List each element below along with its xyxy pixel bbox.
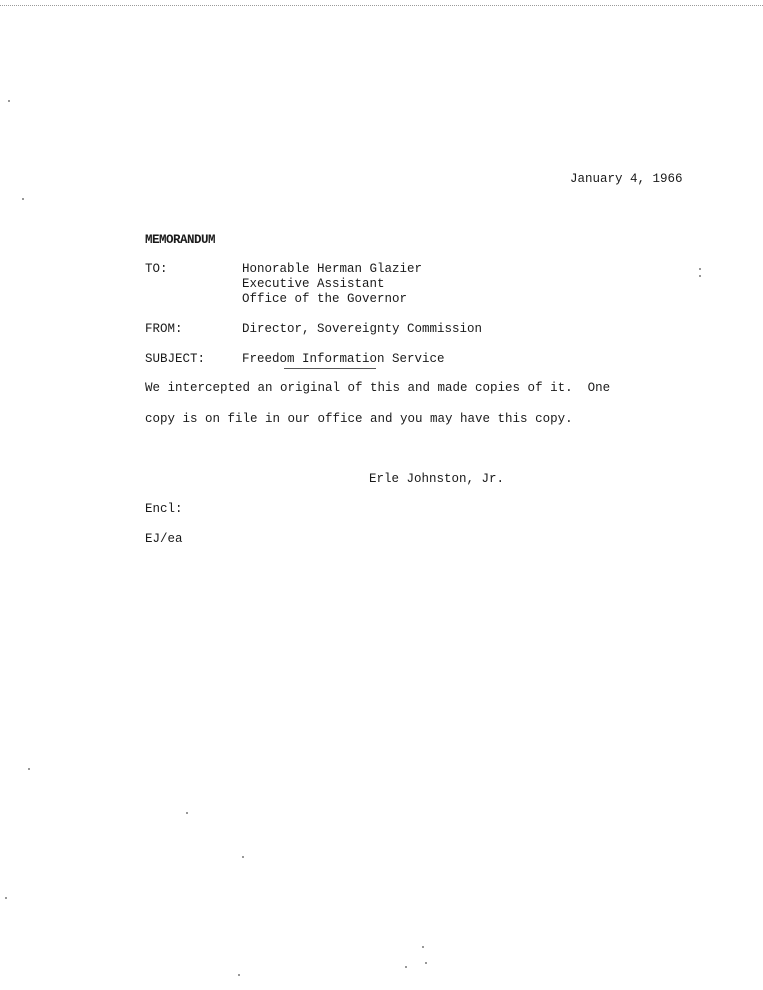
page-top-edge: [0, 0, 763, 6]
typist-initials: EJ/ea: [145, 532, 183, 546]
scan-speck: [242, 856, 244, 858]
scan-speck: [405, 966, 407, 968]
scan-speck: [699, 268, 701, 270]
scan-speck: [186, 812, 188, 814]
from-label: FROM:: [145, 322, 183, 336]
scan-speck: [28, 768, 30, 770]
enclosure-note: Encl:: [145, 502, 183, 516]
to-recipient-name: Honorable Herman Glazier: [242, 262, 423, 276]
subject-label: SUBJECT:: [145, 352, 206, 366]
memo-date: January 4, 1966: [570, 172, 683, 186]
scan-speck: [425, 962, 427, 964]
signature: Erle Johnston, Jr.: [369, 472, 505, 486]
from-value: Director, Sovereignty Commission: [242, 322, 483, 336]
scan-speck: [699, 275, 701, 277]
scan-speck: [238, 974, 240, 976]
memo-title: MEMORANDUM: [145, 233, 216, 247]
scan-speck: [5, 897, 7, 899]
subject-underline: [284, 368, 376, 369]
to-recipient-office: Office of the Governor: [242, 292, 408, 306]
to-label: TO:: [145, 262, 168, 276]
scan-speck: [22, 198, 24, 200]
subject-value: Freedom Information Service: [242, 352, 445, 366]
scan-speck: [422, 946, 424, 948]
body-line-2: copy is on file in our office and you may have this copy.: [145, 412, 573, 426]
body-line-1: We intercepted an original of this and made copies of it. One: [145, 381, 611, 395]
scan-speck: [8, 100, 10, 102]
to-recipient-title: Executive Assistant: [242, 277, 385, 291]
